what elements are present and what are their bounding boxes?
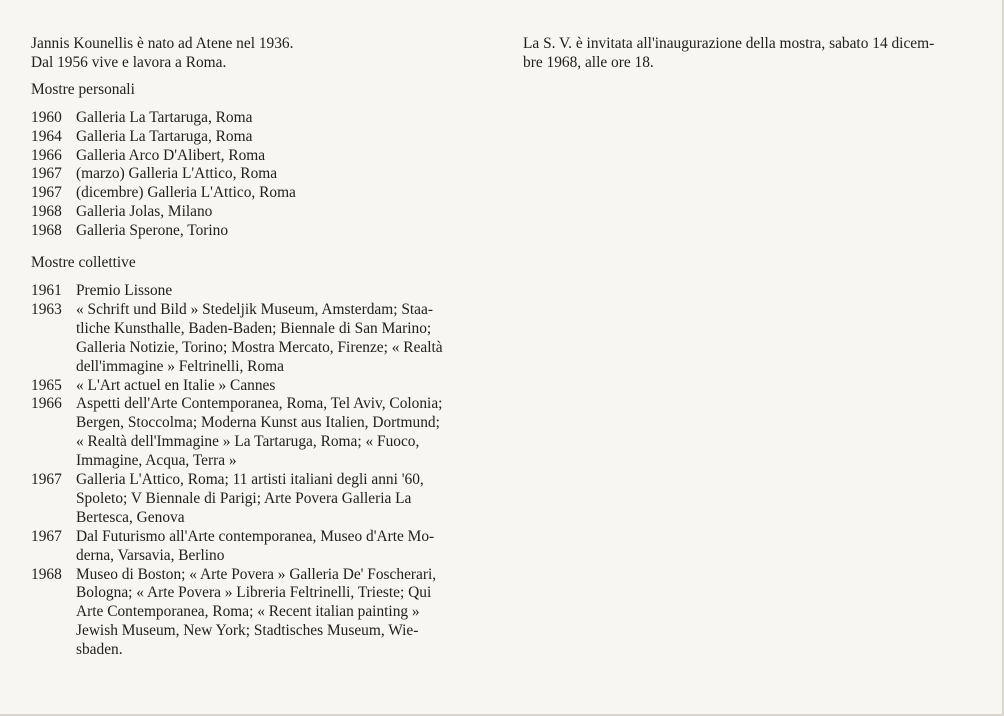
item-text-line: Bergen, Stoccolma; Moderna Kunst aus Italien, Dortmund; bbox=[76, 414, 440, 432]
item-text bbox=[76, 528, 486, 566]
item-text: Galleria La Tartaruga, Roma bbox=[76, 108, 253, 126]
item-text-line: Jewish Museum, New York; Stadtisches Museum, Wie- bbox=[76, 622, 419, 640]
personali-item bbox=[31, 109, 486, 128]
personali-item bbox=[31, 128, 486, 147]
item-year: 1960 bbox=[31, 108, 62, 126]
item-text-line: Immagine, Acqua, Terra » bbox=[76, 452, 237, 470]
item-text-line: Galleria L'Attico, Roma; 11 artisti italiani degli anni '60, bbox=[76, 471, 424, 489]
item-text-line: « L'Art actuel en Italie » Cannes bbox=[76, 376, 276, 394]
item-text: Galleria Jolas, Milano bbox=[76, 203, 213, 221]
collettive-item bbox=[31, 301, 486, 377]
collettive-list bbox=[31, 282, 486, 660]
item-text-line: Spoleto; V Biennale di Parigi; Arte Povera Galleria La bbox=[76, 489, 412, 507]
item-text bbox=[76, 471, 486, 528]
item-text-line: Arte Contemporanea, Roma; « Recent italian painting » bbox=[76, 603, 420, 621]
collettive-item bbox=[31, 471, 486, 528]
item-text-line: Museo di Boston; « Arte Povera » Galleria De' Foscherari, bbox=[76, 565, 437, 583]
item-year: 1968 bbox=[31, 222, 62, 240]
item-year: 1963 bbox=[31, 300, 62, 318]
item-text: (marzo) Galleria L'Attico, Roma bbox=[76, 165, 278, 183]
intro-line-1: Jannis Kounellis è nato ad Atene nel 1936. bbox=[31, 35, 294, 52]
biography-column bbox=[31, 35, 486, 660]
intro bbox=[31, 35, 486, 73]
item-text bbox=[76, 282, 486, 301]
item-text bbox=[76, 566, 486, 661]
personali-item bbox=[31, 184, 486, 203]
item-text: (dicembre) Galleria L'Attico, Roma bbox=[76, 184, 296, 202]
item-year: 1967 bbox=[31, 165, 62, 183]
collettive-item bbox=[31, 395, 486, 471]
item-text-line: dell'immagine » Feltrinelli, Roma bbox=[76, 357, 284, 375]
item-year: 1967 bbox=[31, 184, 62, 202]
intro-line-2: Dal 1956 vive e lavora a Roma. bbox=[31, 53, 227, 71]
item-text-line: Bertesca, Genova bbox=[76, 508, 185, 526]
collettive-item bbox=[31, 282, 486, 301]
item-text-line: Aspetti dell'Arte Contemporanea, Roma, Tel Aviv, Colonia; bbox=[76, 395, 443, 413]
item-year: 1968 bbox=[31, 203, 62, 221]
item-year: 1966 bbox=[31, 146, 62, 164]
personali-item bbox=[31, 165, 486, 184]
personali-item bbox=[31, 147, 486, 166]
item-year: 1966 bbox=[31, 395, 62, 413]
personali-item bbox=[31, 222, 486, 241]
item-year: 1967 bbox=[31, 471, 62, 489]
item-text-line: « Schrift und Bild » Stedeljik Museum, Amsterdam; Staa- bbox=[76, 300, 433, 318]
item-text bbox=[76, 395, 486, 471]
item-text: Galleria Sperone, Torino bbox=[76, 222, 229, 240]
item-year: 1961 bbox=[31, 281, 62, 299]
invitation-column bbox=[523, 35, 981, 73]
item-text-line: Premio Lissone bbox=[76, 281, 173, 299]
item-text-line: « Realtà dell'Immagine » La Tartaruga, Roma; « Fuoco, bbox=[76, 433, 420, 451]
personali-list bbox=[31, 109, 486, 241]
collettive-item bbox=[31, 528, 486, 566]
item-text-line: Galleria Notizie, Torino; Mostra Mercato, Firenze; « Realtà bbox=[76, 338, 443, 356]
personali-item bbox=[31, 203, 486, 222]
item-text bbox=[76, 377, 486, 396]
item-text-line: sbaden. bbox=[76, 641, 123, 659]
collettive-item bbox=[31, 566, 486, 661]
collettive-item bbox=[31, 377, 486, 396]
invitation-line-1: La S. V. è invitata all'inaugurazione della mostra, sabato 14 dicem- bbox=[523, 35, 935, 52]
item-text-line: derna, Varsavia, Berlino bbox=[76, 546, 225, 564]
item-text: Galleria La Tartaruga, Roma bbox=[76, 127, 253, 145]
item-text bbox=[76, 301, 486, 377]
item-text-line: tliche Kunsthalle, Baden-Baden; Biennale di San Marino; bbox=[76, 319, 432, 337]
item-year: 1964 bbox=[31, 127, 62, 145]
item-year: 1967 bbox=[31, 527, 62, 545]
collettive-heading: Mostre collettive bbox=[31, 254, 136, 272]
item-year: 1965 bbox=[31, 376, 62, 394]
item-text-line: Bologna; « Arte Povera » Libreria Feltrinelli, Trieste; Qui bbox=[76, 584, 432, 602]
personali-heading: Mostre personali bbox=[31, 80, 135, 98]
item-text-line: Dal Futurismo all'Arte contemporanea, Museo d'Arte Mo- bbox=[76, 527, 435, 545]
item-text: Galleria Arco D'Alibert, Roma bbox=[76, 146, 266, 164]
invitation-line-2: bre 1968, alle ore 18. bbox=[523, 53, 654, 71]
item-year: 1968 bbox=[31, 565, 62, 583]
